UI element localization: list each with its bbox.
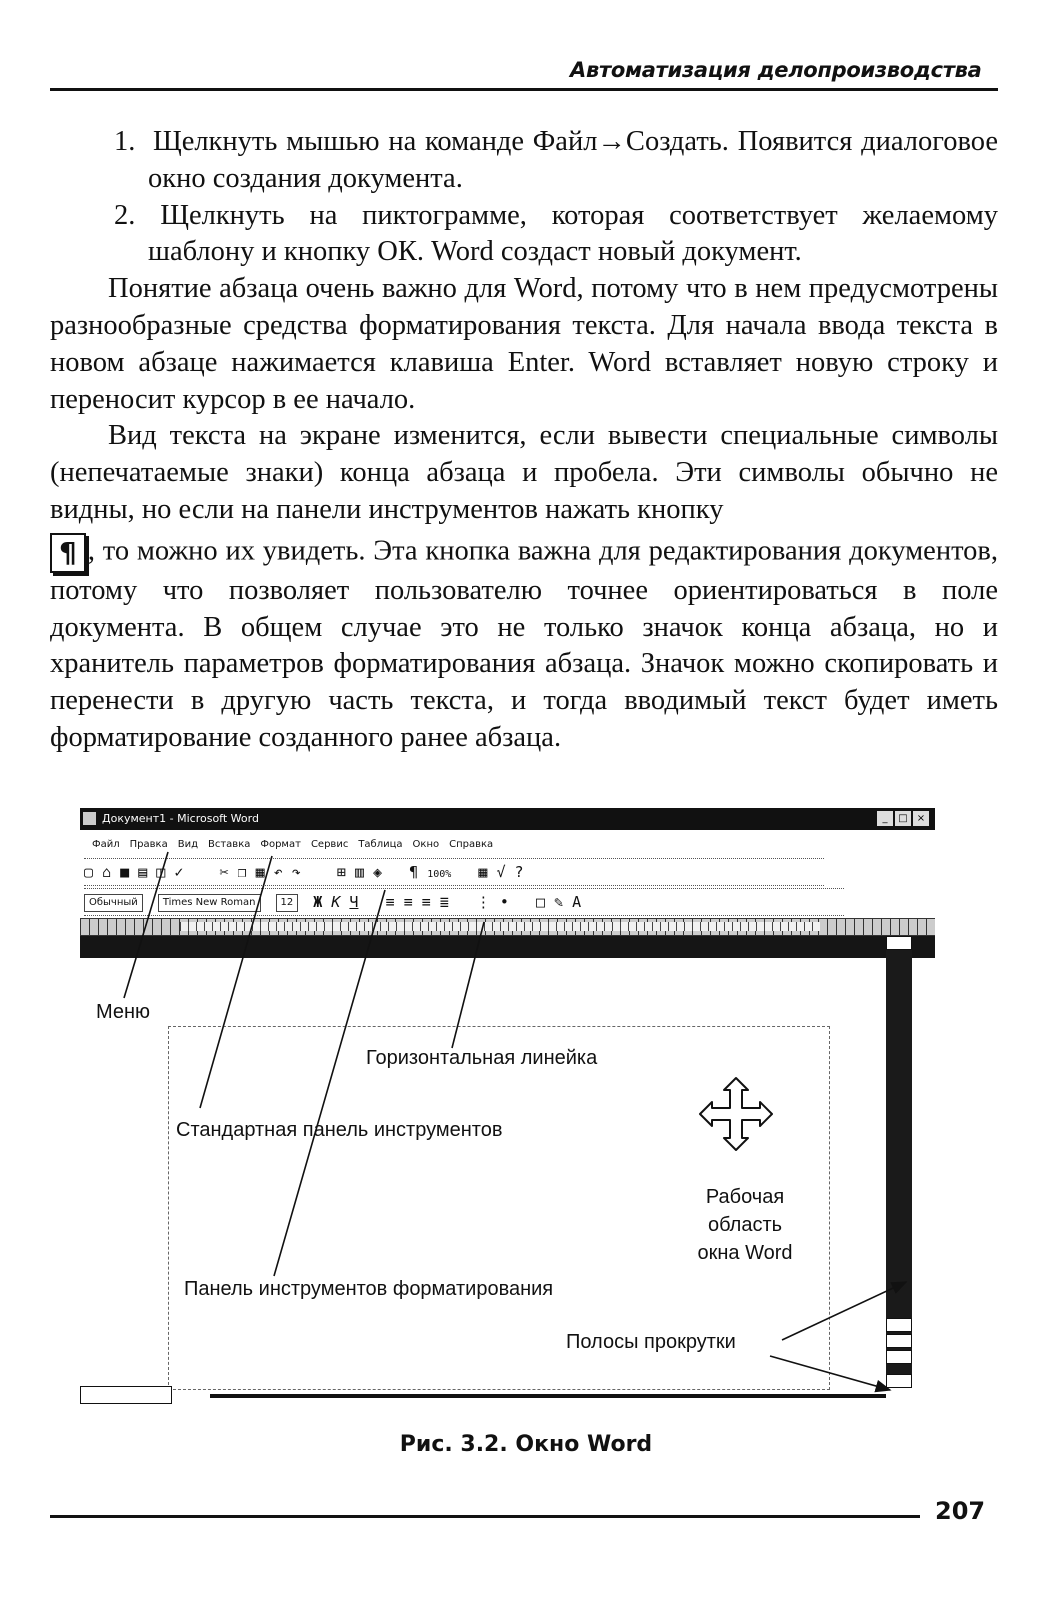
columns-icon: ▥ — [354, 863, 364, 881]
scroll-down-icon — [886, 1374, 912, 1388]
footer-rule — [50, 1515, 920, 1518]
ruler-scale — [180, 922, 820, 931]
menu-item-tools: Сервис — [310, 839, 349, 850]
scroll-up-icon — [886, 936, 912, 950]
list-item-text: Щелкнуть мышью на команде Файл→Создать. Появится диалоговое окно создания документа. — [148, 126, 999, 194]
formatting-toolbar — [84, 888, 844, 916]
scroll-button-icon — [886, 1318, 912, 1332]
undo-icon: ↶ — [273, 863, 283, 881]
table-icon: ⊞ — [336, 863, 346, 881]
help-icon: ? — [514, 863, 524, 881]
size-field: 12 — [276, 894, 299, 912]
align-left-icon: ≡ — [385, 893, 395, 911]
menu-item-insert: Вставка — [207, 839, 251, 850]
scrollbars-label: Полосы прокрутки — [566, 1331, 736, 1353]
save-icon: ■ — [120, 863, 130, 881]
bullets-icon: • — [499, 893, 509, 911]
window-title: Документ1 - Microsoft Word — [102, 812, 259, 825]
scroll-button-icon — [886, 1334, 912, 1348]
menu-bar — [80, 834, 493, 856]
paragraph — [50, 533, 998, 757]
chart-icon: ▦ — [478, 863, 488, 881]
scroll-button-icon — [886, 1350, 912, 1364]
menu-item-format: Формат — [260, 839, 301, 850]
word-app-icon — [83, 812, 96, 825]
bold-icon: Ж — [313, 893, 323, 911]
menu-item-help: Справка — [449, 839, 494, 850]
paste-icon: ▦ — [255, 863, 265, 881]
italic-icon: К — [331, 893, 341, 911]
view-buttons — [80, 1386, 172, 1404]
work-area-label-line: область — [707, 1214, 783, 1236]
running-head: Автоматизация делопроизводства — [570, 58, 982, 82]
print-icon: ▤ — [138, 863, 148, 881]
paragraph-text: , то можно их увидеть. Эта кнопка важна для редактирования документов, потому что позволяет пользователю точнее ориентироваться в поле документа. В общем случае это не только значок конца абзаца, но и хранитель параметров форматирования абзаца. Значок можно скопировать и перенести в другую часть текста, и тогда вводимый текст будет иметь форматирование созданного ранее абзаца. — [50, 535, 998, 753]
highlight-icon: ✎ — [554, 893, 564, 911]
style-field: Обычный — [84, 894, 143, 912]
minimize-icon: _ — [877, 811, 893, 826]
redo-icon: ↷ — [291, 863, 301, 881]
figure-caption: Рис. 3.2. Окно Word — [399, 1432, 653, 1457]
work-area-label — [676, 1183, 814, 1267]
body-text — [50, 124, 998, 757]
page-number: 207 — [935, 1497, 986, 1525]
border-icon: □ — [536, 893, 546, 911]
menu-item-table: Таблица — [358, 839, 403, 850]
cut-icon: ✂ — [219, 863, 229, 881]
standard-toolbar-label: Стандартная панель инструментов — [176, 1119, 503, 1141]
horizontal-scrollbar — [210, 1394, 886, 1398]
show-marks-icon: ¶ — [409, 863, 419, 881]
menu-item-file: Файл — [92, 839, 120, 850]
standard-toolbar — [84, 858, 824, 886]
horizontal-ruler — [80, 918, 935, 936]
ruler-label: Горизонтальная линейка — [366, 1047, 598, 1069]
title-bar — [80, 808, 935, 830]
menu-item-edit: Правка — [129, 839, 168, 850]
spelling-icon: ✓ — [174, 863, 184, 881]
menu-label: Меню — [96, 1001, 151, 1023]
close-icon: × — [913, 811, 929, 826]
copy-icon: ❐ — [237, 863, 247, 881]
list-number: 1. — [114, 126, 136, 157]
font-field: Times New Roman — [158, 894, 261, 912]
list-item — [50, 124, 998, 198]
list-number: 2. — [114, 199, 136, 231]
underline-icon: Ч — [349, 893, 359, 911]
work-area-label-line: Рабочая — [705, 1186, 785, 1208]
document-top-band — [80, 936, 935, 958]
paragraph: Вид текста на экране изменится, если вывести специальные символы (непечатаемые знаки) конца абзаца и пробела. Эти символы обычно не видны, но если на панели инструментов нажать кнопку — [50, 420, 998, 525]
menu-item-view: Вид — [177, 839, 198, 850]
drawing-icon: ◈ — [373, 863, 383, 881]
header-rule — [50, 88, 998, 91]
zoom-field: 100% — [427, 869, 452, 880]
numbering-icon: ⋮ — [475, 893, 491, 911]
font-color-icon: A — [572, 893, 582, 911]
open-icon: ⌂ — [102, 863, 112, 881]
paragraph: Понятие абзаца очень важно для Word, потому что в нем предусмотрены разнообразные средства форматирования текста. Для начала ввода текста в новом абзаце нажимается клавиша Enter. Word вставляет новую строку и переносит курсор в ее начало. — [50, 273, 998, 415]
list-item-text: Щелкнуть на пиктограмме, которая соответствует желаемому шаблону и кнопку ОК. Word создаст новый документ. — [148, 199, 999, 268]
list-item — [50, 198, 998, 272]
work-area-label-line: окна Word — [697, 1242, 793, 1264]
maximize-icon: □ — [895, 811, 911, 826]
new-document-icon: ▢ — [84, 863, 94, 881]
align-right-icon: ≡ — [421, 893, 431, 911]
align-center-icon: ≡ — [403, 893, 413, 911]
formula-icon: √ — [496, 863, 506, 881]
formatting-toolbar-label: Панель инструментов форматирования — [184, 1278, 554, 1300]
pilcrow-icon: ¶ — [50, 533, 86, 573]
menu-item-window: Окно — [412, 839, 440, 850]
word-window-figure — [80, 808, 935, 1408]
preview-icon: ◫ — [156, 863, 166, 881]
justify-icon: ≣ — [439, 893, 449, 911]
